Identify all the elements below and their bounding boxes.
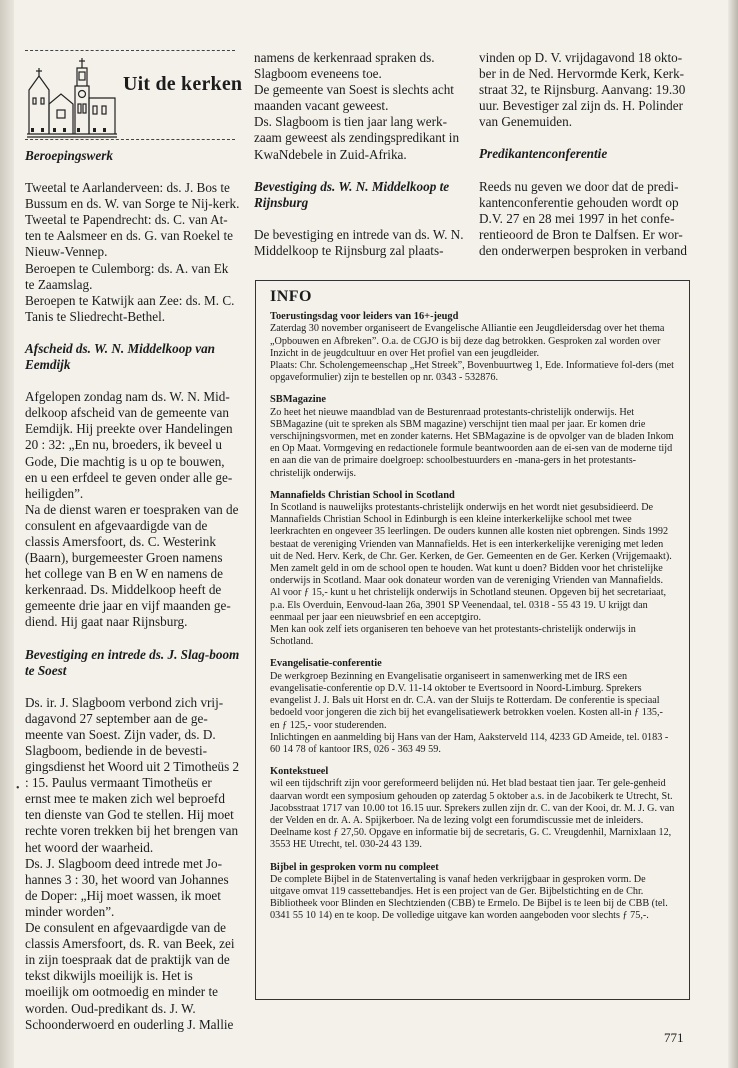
info-section bbox=[270, 394, 675, 479]
info-section bbox=[270, 766, 675, 851]
paragraph: Ds. ir. J. Slagboom verbond zich vrij-dagavond 27 september aan de ge-meente van Soest. Zijn vader, ds. D. Slagboom, bediende in de bevesti-gingsdienst het Woord uit 2 Timotheüs 2 : 15. Paulus vermaant Timotheüs er ernst mee te maken zich wel beproefd ten dienste van God te stellen. Hij moet rechte voren trekken bij het brengen van het woord der waarheid. bbox=[25, 694, 240, 855]
info-section bbox=[270, 658, 675, 756]
paragraph: Afgelopen zondag nam ds. W. N. Mid-delkoop afscheid van de gemeente van Eemdijk. Hij preekte over Handelingen 20 : 32: „En nu, broeders, ik beveel u Gode, Die machtig is u op te bouwen, en u een erfdeel te geven onder alle ge-heiligden”. bbox=[25, 389, 233, 501]
info-section-text: De werkgroep Bezinning en Evangelisatie organiseert in samenwerking met de IRS een evangelisatie-conferentie op D.V. 11-14 oktober te Evertsoord in Noord-Limburg. Sprekers evangelist J. J. Bals uit Horst en dr. C.A. van der Sluijs te Rotterdam. De conferentie is speciaal bedoeld voor jongeren die zich bij het evangelisatiewerk betrokken voelen. Kosten all-in ƒ 135,- en ƒ 125,- voor studerenden. bbox=[270, 670, 663, 731]
page-number: 771 bbox=[664, 1030, 684, 1045]
heading-beroepingswerk: Beroepingswerk bbox=[25, 148, 113, 163]
paragraph: namens de kerkenraad spraken ds. Slagboom eveneens toe. bbox=[254, 50, 435, 82]
info-title: INFO bbox=[270, 288, 312, 305]
info-section-text: Inlichtingen en aanmelding bij Hans van der Ham, Aaksterveld 114, 4233 GD Ameide, tel. 0183 - 60 14 78 of kantoor IRS, 026 - 363 49 59. bbox=[270, 731, 669, 755]
info-section-text: In Scotland is nauwelijks protestants-christelijk onderwijs en het wordt niet gesubsidieerd. De Mannafields Christian School in Edinburgh is een kleine interkerkelijke school met twee leerkrachten en ongeveer 35 leerlingen. De ouders kunnen alle kosten niet opbrengen. Sinds 1992 bestaat de vereniging Vrienden van Mannafields. Het is een interkerkelijke vereniging met leden uit de Ned. Herv. Kerk, de Chr. Ger. Kerken, de Ger. Gemeenten en de Ger. Kerken (Vrijgemaakt). Men zamelt geld in om de school open te houden. Wat kunt u doen? Bidden voor het christelijke onderwijs in Scotland. Maar ook donateur worden van de vereniging Vrienden van Mannafields. Al voor ƒ 15,- kunt u het christelijk onderwijs in Schotland steunen. Opgeven bij het secretariaat, p.a. Els Overduin, Eenvoud-laan 26a, 3901 SP Veenendaal, tel. 0318 - 55 43 19. U krijgt dan eenmaal per jaar een nieuwsbrief en een acceptgiro. bbox=[270, 502, 672, 623]
column-left bbox=[25, 50, 243, 1033]
info-section-text: Men kan ook zelf iets organiseren ten behoeve van het protestants-christelijk onderwijs in Schotland. bbox=[270, 624, 636, 648]
info-box bbox=[255, 280, 690, 1000]
beroeping-line: Tweetal te Aarlanderveen: ds. J. Bos te Bussum en ds. W. van Sorge te Nij-kerk. bbox=[25, 180, 240, 212]
beroeping-line: Beroepen te Culemborg: ds. A. van Ek te Zaamslag. bbox=[25, 260, 229, 292]
section-header bbox=[25, 50, 243, 148]
header-rule-top bbox=[25, 50, 235, 51]
beroeping-line: Tweetal te Papendrecht: ds. C. van At-ten te Aalsmeer en ds. G. van Roekel te Nieuw-Vennep. bbox=[25, 212, 234, 260]
column-right bbox=[479, 50, 693, 259]
margin-mark: • bbox=[16, 783, 20, 794]
info-section-heading: Mannafields Christian School in Scotland bbox=[270, 489, 455, 501]
church-illustration-icon bbox=[27, 54, 117, 138]
header-rule-bottom bbox=[25, 139, 235, 140]
info-section bbox=[270, 862, 675, 923]
info-section-text: Plaats: Chr. Scholengemeenschap „Het Streek”, Bovenbuurtweg 1, Ede. Informatieve fol-ders (met opgaveformulier) zijn te bestellen op nr. 0343 - 532876. bbox=[270, 360, 674, 384]
page-right-edge bbox=[728, 0, 738, 1068]
info-section-text: wil een tijdschrift zijn voor gereformeerd belijden nú. Het blad bestaat tien jaar. Ter gele-genheid daarvan wordt een symposium gehouden op zaterdag 5 oktober a.s. in de Jacobikerk te Utrecht, St. Jacobsstraat 1717 van 10.00 tot 16.15 uur. Sprekers zullen zijn dr. C. van der Kooi, dr. M. J. G. van der Velden en dr. A. A. Spijkerboer. Na de lezing volgt een forumdiscussie met de inleiders. Deelname kost ƒ 27,50. Opgave en informatie bij de secretaris, G. C. Vreugdenhil, Marnixlaan 12, 3553 HE Utrecht, tel. 030-24 43 139. bbox=[270, 778, 675, 851]
paragraph: Na de dienst waren er toespraken van de consulent en afgevaardigde van de classis Amersfoort, ds. C. Westerink (Baarn), burgemeester Groen namens het college van B en W en namens de kerkenraad. Ds. Middelkoop heeft de gemeente drie jaar en vijf maanden ge-diend. Hij gaat naar Rijnsburg. bbox=[25, 501, 239, 630]
heading-bevestiging-middelkoop: Bevestiging ds. W. N. Middelkoop te Rijnsburg bbox=[254, 178, 450, 210]
info-section-text: De complete Bijbel in de Statenvertaling is vanaf heden verkrijgbaar in gesproken vorm. De uitgave omvat 119 cassettebandjes. Het is een project van de Ger. Bijbelstichting en de Chr. Bibliotheek voor Blinden en Slechtzienden (CBB) te Ermelo. De Bijbel is te leen bij de CBB (tel. 0341 55 10 14) en te koop. De volledige uitgave kan worden aangeboden voor slechts ƒ 75,-. bbox=[270, 873, 668, 922]
info-section-heading: Toerustingsdag voor leiders van 16+-jeugd bbox=[270, 311, 459, 323]
beroeping-line: Beroepen te Katwijk aan Zee: ds. M. C. Tanis te Sliedrecht-Bethel. bbox=[25, 292, 235, 324]
heading-afscheid: Afscheid ds. W. N. Middelkoop van Eemdijk bbox=[25, 340, 216, 373]
info-section-text: Zaterdag 30 november organiseert de Evangelische Alliantie een Jeugdleidersdag over het thema „Opbouwen en Afbreken”. O.a. de CGJO is bij deze dag betrokken. Gesproken zal worden over Inzicht in de jeugdcultuur en over Het profiel van een jeugdleider. bbox=[270, 323, 665, 359]
paragraph: Reeds nu geven we door dat de predi-kantenconferentie gehouden wordt op D.V. 27 en 28 mei 1997 in het confe-rentieoord de Bron te Dalfsen. Er wor-den onderwerpen besproken in verband bbox=[479, 178, 687, 258]
section-title: Uit de kerken bbox=[123, 73, 243, 95]
info-section bbox=[270, 490, 675, 649]
info-section-heading: Bijbel in gesproken vorm nu compleet bbox=[270, 861, 439, 873]
info-section-heading: Kontekstueel bbox=[270, 766, 329, 778]
info-section-heading: Evangelisatie-conferentie bbox=[270, 658, 382, 670]
paragraph: De bevestiging en intrede van ds. W. N. Middelkoop te Rijnsburg zal plaats- bbox=[254, 226, 464, 258]
page-left-edge bbox=[0, 0, 14, 1068]
paragraph: Ds. J. Slagboom deed intrede met Jo-hannes 3 : 30, het woord van Johannes de Doper: „Hij moet wassen, ik moet minder worden”. bbox=[25, 855, 229, 919]
info-section-text: Zo heet het nieuwe maandblad van de Besturenraad protestants-christelijk onderwijs. Het SBMagazine (uit te spreken als SBM magazine) verschijnt tien maal per jaar. Er komen drie verschijningsvormen, met en zonder katerns. Het SBMagazine is de opvolger van de bladen Inkom en Op Maat. Vormgeving en redactionele formule beantwoorden aan de ei-sen van de moderne tijd en aan die van de primaire doelgroep: schoolbestuurders en -mana-gers in het protestants-christelijk onderwijs. bbox=[270, 406, 674, 479]
info-section-heading: SBMagazine bbox=[270, 394, 326, 406]
paragraph: De consulent en afgevaardigde van de classis Amersfoort, ds. R. van Beek, zei in zijn toespraak dat de praktijk van de tekst dikwijls moeilijk is. Het is moeilijk om ootmoedig en minder te worden. Oud-predikant ds. J. W. Schoonderwoerd en ouderling J. Mallie bbox=[25, 920, 235, 1032]
heading-bevestiging-slagboom: Bevestiging en intrede ds. J. Slag-boom te Soest bbox=[25, 646, 240, 678]
paragraph: Ds. Slagboom is tien jaar lang werk-zaam geweest als zendingspredikant in KwaNdebele in Zuid-Afrika. bbox=[254, 114, 460, 162]
info-section bbox=[270, 311, 675, 384]
column-middle bbox=[254, 50, 464, 259]
paragraph: vinden op D. V. vrijdagavond 18 okto-ber in de Ned. Hervormde Kerk, Kerk-straat 32, te Rijnsburg. Aanvang: 19.30 uur. Bevestiger zal zijn ds. H. Polinder van Genemuiden. bbox=[479, 50, 686, 130]
heading-predikantenconferentie: Predikantenconferentie bbox=[479, 146, 608, 162]
paragraph: De gemeente van Soest is slechts acht maanden vacant geweest. bbox=[254, 82, 454, 114]
